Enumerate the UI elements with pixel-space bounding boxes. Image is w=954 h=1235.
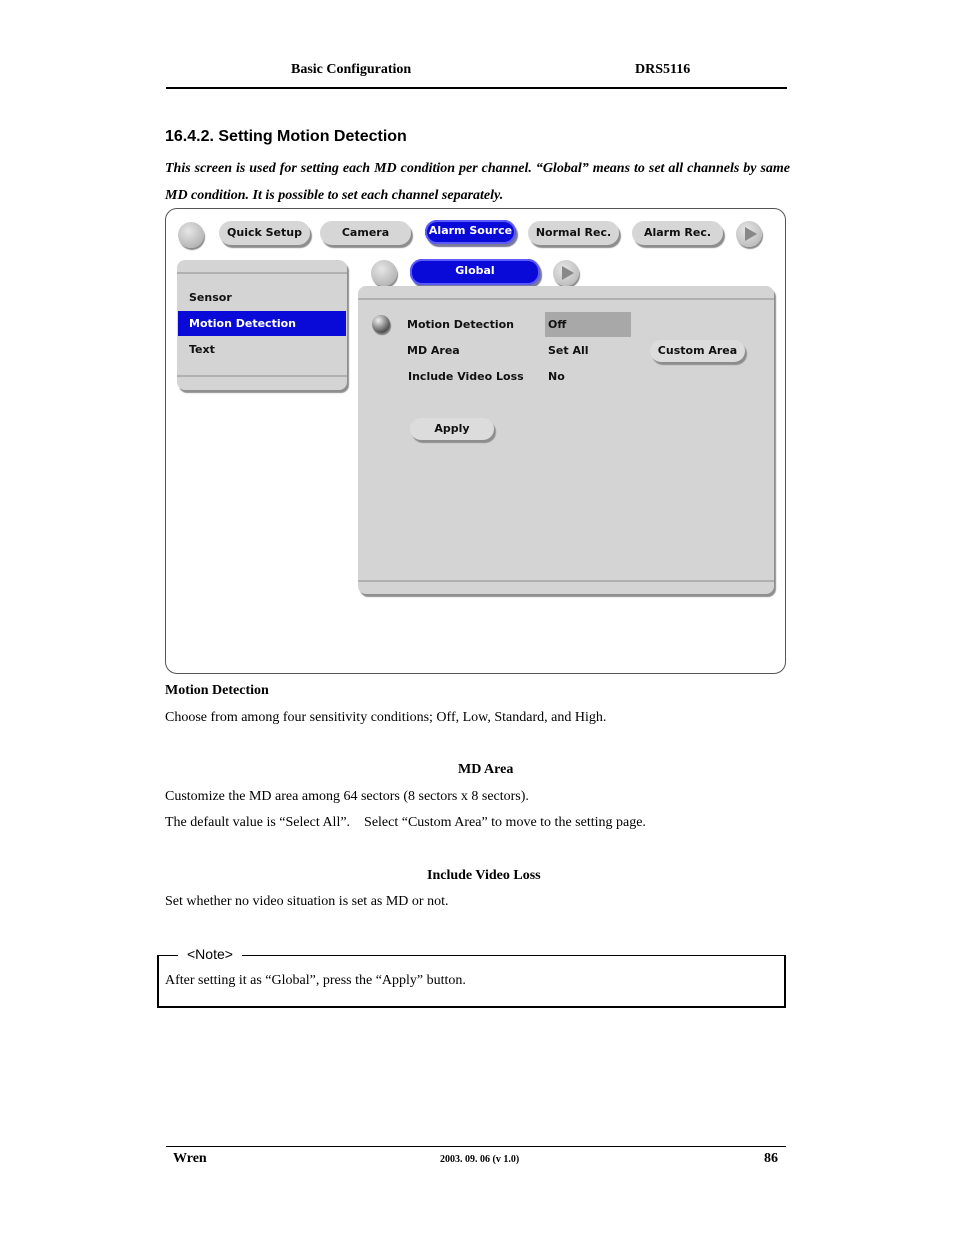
motion-detection-value: Off: [548, 318, 567, 331]
tab-alarm-rec[interactable]: Alarm Rec.: [632, 221, 723, 245]
section-title: 16.4.2. Setting Motion Detection: [165, 128, 407, 145]
tab-quick-setup[interactable]: Quick Setup: [219, 221, 310, 245]
channel-next-arrow-icon[interactable]: [553, 260, 579, 286]
motion-detection-select[interactable]: [545, 312, 631, 337]
md-heading: Motion Detection: [165, 683, 269, 698]
video-loss-heading: Include Video Loss: [427, 868, 541, 883]
selection-bullet-icon: [372, 315, 390, 333]
row-label-include-video-loss: Include Video Loss: [408, 370, 524, 383]
sidebar-item-text[interactable]: Text: [189, 343, 215, 356]
tab-alarm-source[interactable]: Alarm Source: [425, 220, 516, 244]
tab-camera[interactable]: Camera: [320, 221, 411, 245]
sidebar-item-sensor[interactable]: Sensor: [189, 291, 232, 304]
video-loss-description: Set whether no video situation is set as MD or not.: [165, 894, 449, 909]
note-label: <Note>: [178, 946, 242, 962]
md-area-description-2: The default value is “Select All”. Select “Custom Area” to move to the setting page.: [165, 815, 646, 830]
sidebar-top-rule: [177, 272, 347, 274]
note-text: After setting it as “Global”, press the “Apply” button.: [165, 973, 466, 988]
tab-normal-rec[interactable]: Normal Rec.: [528, 221, 619, 245]
footer-divider: [166, 1146, 786, 1147]
md-area-value[interactable]: Set All: [548, 344, 589, 357]
settings-bottom-rule: [358, 580, 774, 582]
include-video-loss-value[interactable]: No: [548, 370, 565, 383]
prev-circle-button[interactable]: [178, 222, 204, 248]
sidebar-bottom-rule: [177, 375, 347, 377]
sidebar-menu: [178, 285, 346, 362]
footer-date: 2003. 09. 06 (v 1.0): [440, 1154, 520, 1165]
custom-area-button[interactable]: Custom Area: [650, 340, 745, 362]
next-arrow-icon[interactable]: [736, 221, 762, 247]
header-left: Basic Configuration: [291, 62, 412, 77]
md-area-description-1: Customize the MD area among 64 sectors (8 sectors x 8 sectors).: [165, 789, 529, 804]
channel-prev-circle-button[interactable]: [371, 260, 397, 286]
md-description: Choose from among four sensitivity conditions; Off, Low, Standard, and High.: [165, 710, 607, 725]
footer-left: Wren: [173, 1151, 207, 1166]
header-right: DRS5116: [635, 62, 691, 77]
row-label-md-area: MD Area: [407, 344, 460, 357]
row-label-motion-detection: Motion Detection: [407, 318, 514, 331]
header-divider: [166, 87, 787, 89]
tab-global[interactable]: Global: [410, 259, 540, 285]
sidebar-item-motion-detection[interactable]: Motion Detection: [178, 311, 346, 336]
page-number: 86: [764, 1151, 778, 1166]
md-area-heading: MD Area: [458, 762, 514, 777]
section-intro: This screen is used for setting each MD condition per channel. “Global” means to set all channels by same MD condition. It is possible to set each channel separately.: [165, 161, 790, 203]
apply-button[interactable]: Apply: [410, 418, 494, 440]
settings-top-rule: [358, 298, 774, 300]
